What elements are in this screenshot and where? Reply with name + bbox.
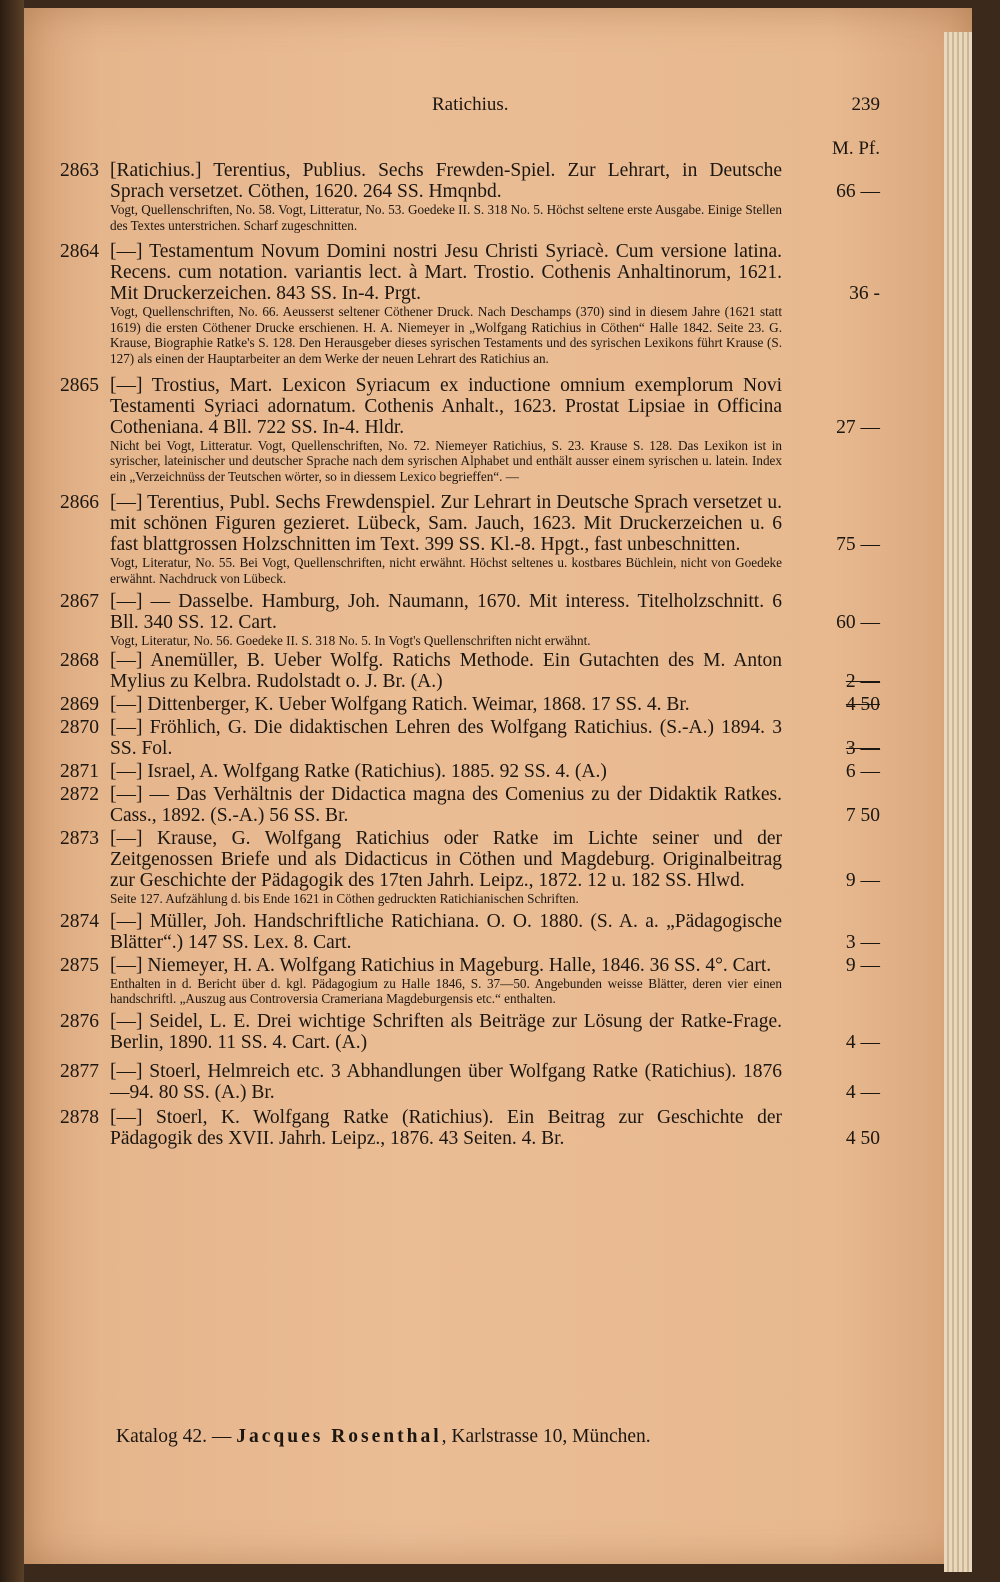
entry-note: Vogt, Quellenschriften, No. 66. Aeusserst seltener Cöthener Druck. Nach Deschamps (370) sind in diesem Jahre (1621 statt 1619) die ersten Cöthener Drucke erschienen. H. A. Niemeyer in „Wolfgang Ratichius in Cöthen“ Halle 1842. Seite 23. G. Krause, Biographie Ratke's S. 128. Den Herausgeber dieses syrischen Testaments und des syrischen Lexikons führt Krause (S. 127) als einen der Hauptarbeiter an dem Werke der neuen Lehrart des Ratichius an. — [110, 304, 782, 366]
catalog-entry — [60, 591, 880, 649]
entry-description: [—] — Dasselbe. Hamburg, Joh. Naumann, 1670. Mit interess. Titelholzschnitt. 6 Bll. 340 SS. 12. Cart. — [110, 590, 782, 633]
catalog-entry — [60, 784, 880, 826]
entry-price: 60 — — [836, 611, 880, 633]
entry-description: [—] — Das Verhältnis der Didactica magna des Comenius zu der Didaktik Ratkes. Cass., 1892. (S.-A.) 56 SS. Br. — [110, 784, 782, 827]
entry-price: 7 50 — [845, 805, 880, 827]
entry-number: 2866 — [60, 492, 99, 514]
entry-price: 27 — — [836, 416, 880, 438]
book-spine — [0, 0, 24, 1582]
entry-number: 2864 — [60, 241, 99, 263]
page-edges — [944, 32, 972, 1572]
catalog-entry — [60, 1061, 880, 1103]
entry-number: 2873 — [60, 828, 99, 850]
entry-note: Vogt, Literatur, No. 56. Goedeke II. S. 318 No. 5. In Vogt's Quellenschriften nicht erwähnt. — [110, 632, 591, 648]
entry-price: 4 50 — [845, 694, 880, 716]
entry-note: Nicht bei Vogt, Litteratur. Vogt, Quellenschriften, No. 72. Niemeyer Ratichius, S. 23. Krause S. 128. Das Lexikon ist in syrischer, lateinischer und deutscher Sprache nach dem syrischen Alphabet und enthält ausser einem syrischen u. latein. Index ein „Verzeichnüss der Teutschen wörter, so in diessem Lexico begrieffen“. — — [110, 437, 782, 484]
entry-description: [—] Terentius, Publ. Sechs Frewdenspiel. Zur Lehrart in Deutsche Sprach versetzet u. mit schönen Figuren gezieret. Lübeck, Sam. Jauch, 1623. Mit Druckerzeichen u. 6 fast blattgrossen Holzschnitten im Text. 399 SS. Kl.-8. Hpgt., fast unbeschnitten. — [110, 492, 782, 556]
catalog-entry — [60, 375, 880, 485]
entry-body — [110, 1107, 782, 1149]
entry-body — [110, 1061, 782, 1103]
entry-price: 6 — — [845, 761, 880, 783]
entry-note: Vogt, Literatur, No. 55. Bei Vogt, Quellenschriften, nicht erwähnt. Höchst seltenes u. kostbares Büchlein, nicht von Goedeke erwähnt. Nachdruck von Lübeck. — [110, 555, 782, 586]
catalog-entry — [60, 1107, 880, 1149]
catalog-entry — [60, 828, 880, 907]
entry-price: 75 — — [836, 534, 880, 556]
entry-body — [110, 1011, 782, 1053]
entry-number: 2876 — [60, 1010, 99, 1032]
catalog-entry — [60, 650, 880, 692]
entry-number: 2878 — [60, 1106, 99, 1128]
footer-publisher: Jacques Rosenthal — [236, 1426, 442, 1447]
entry-number: 2872 — [60, 784, 99, 806]
entry-note: Enthalten in d. Bericht über d. kgl. Pädagogium zu Halle 1846, S. 37—50. Angebunden weisse Blätter, deren vier einen handschriftl. „Auszug aus Controversia Crameriana Magdeburgensis etc.“ enthalten. — [110, 975, 782, 1007]
entry-price: 9 — — [845, 954, 880, 976]
entry-body — [110, 241, 782, 366]
entry-body — [110, 717, 782, 759]
entry-body — [110, 911, 782, 953]
entry-number: 2875 — [60, 954, 99, 976]
entry-price: 4 — — [845, 1031, 880, 1053]
entry-price: 3 — — [845, 931, 880, 953]
entry-body — [110, 650, 782, 692]
footer-prefix: Katalog 42. — — [116, 1426, 232, 1447]
entry-description: [Ratichius.] Terentius, Publius. Sechs Frewden-Spiel. Zur Lehrart, in Deutsche Sprach versetzet. Cöthen, 1620. 264 SS. Hmqnbd. — [110, 160, 782, 202]
entry-body — [110, 761, 782, 782]
entry-number: 2870 — [60, 717, 99, 739]
entry-description: [—] Stoerl, K. Wolfgang Ratke (Ratichius). Ein Beitrag zur Geschichte der Pädagogik des XVII. Jahrh. Leipz., 1876. 43 Seiten. 4. Br. — [110, 1106, 782, 1149]
entry-description: [—] Seidel, L. E. Drei wichtige Schriften als Beiträge zur Lösung der Ratke-Frage. Berlin, 1890. 11 SS. 4. Cart. (A.) — [110, 1010, 782, 1053]
entry-description: [—] Testamentum Novum Domini nostri Jesu Christi Syriacè. Cum versione latina. Recens. cum notation. variantis lect. à Mart. Trostio. Cothenis Anhaltinorum, 1621. Mit Druckerzeichen. 843 SS. In-4. Prgt. — [110, 241, 782, 305]
entry-number: 2877 — [60, 1060, 99, 1082]
entry-number: 2867 — [60, 590, 99, 612]
entry-body — [110, 694, 782, 715]
entry-body — [110, 828, 782, 907]
entry-price: 4 50 — [845, 1127, 880, 1149]
entry-number: 2868 — [60, 650, 99, 672]
catalog-entries — [60, 158, 880, 1149]
catalog-entry — [60, 694, 880, 715]
entry-description: [—] Fröhlich, G. Die didaktischen Lehren des Wolfgang Ratichius. (S.-A.) 1894. 3 SS. Fol. — [110, 717, 782, 760]
catalog-entry — [60, 955, 880, 1007]
page-title: Ratichius. — [432, 94, 509, 115]
catalog-entry — [60, 761, 880, 782]
entry-description: [—] Stoerl, Helmreich etc. 3 Abhandlungen über Wolfgang Ratke (Ratichius). 1876—94. 80 SS. (A.) Br. — [110, 1060, 782, 1103]
entry-price: 9 — — [845, 870, 880, 892]
entry-body — [110, 784, 782, 826]
running-head — [60, 94, 880, 124]
entry-note: Vogt, Quellenschriften, No. 58. Vogt, Litteratur, No. 53. Goedeke II. S. 318 No. 5. Höchst seltene erste Ausgabe. Einige Stellen des Textes unterstrichen. Scharf zugeschnitten. — [110, 202, 782, 233]
entry-body — [110, 375, 782, 485]
entry-description: [—] Trostius, Mart. Lexicon Syriacum ex inductione omnium exemplorum Novi Testamenti Syriaci adornatum. Cothenis Anhalt., 1623. Prostat Lipsiae in Officina Cotheniana. 4 Bll. 722 SS. In-4. Hldr. — [110, 374, 782, 438]
entry-description: [—] Müller, Joh. Handschriftliche Ratichiana. O. O. 1880. (S. A. a. „Pädagogische Blätter“.) 147 SS. Lex. 8. Cart. — [110, 910, 782, 953]
page-footer — [116, 1426, 651, 1448]
entry-number: 2869 — [60, 694, 99, 716]
entry-number: 2871 — [60, 761, 99, 783]
entry-description: [—] Niemeyer, H. A. Wolfgang Ratichius in Mageburg. Halle, 1846. 36 SS. 4°. Cart. — [110, 954, 772, 976]
entry-description: [—] Anemüller, B. Ueber Wolfg. Ratichs Methode. Ein Gutachten des M. Anton Mylius zu Kelbra. Rudolstadt o. J. Br. (A.) — [110, 650, 782, 693]
entry-description: [—] Israel, A. Wolfgang Ratke (Ratichius). 1885. 92 SS. 4. (A.) — [110, 761, 607, 783]
price-column-header: M. Pf. — [831, 138, 880, 159]
entry-price: 3 — — [845, 738, 880, 760]
page-number: 239 — [851, 94, 880, 115]
entry-number: 2863 — [60, 160, 99, 181]
entry-price: 66 — — [836, 181, 880, 202]
footer-address: , Karlstrasse 10, München. — [441, 1426, 651, 1447]
entry-body — [110, 160, 782, 233]
catalog-entry — [60, 492, 880, 586]
entry-note: Seite 127. Aufzählung d. bis Ende 1621 in Cöthen gedruckten Ratichianischen Schriften. — [110, 891, 579, 907]
catalog-page — [24, 8, 972, 1564]
entry-description: [—] Dittenberger, K. Ueber Wolfgang Ratich. Weimar, 1868. 17 SS. 4. Br. — [110, 694, 690, 716]
entry-price: 36 - — [849, 283, 880, 305]
catalog-entry — [60, 241, 880, 366]
entry-body — [110, 591, 782, 649]
catalog-entry — [60, 160, 880, 233]
catalog-entry — [60, 1011, 880, 1053]
catalog-entry — [60, 717, 880, 759]
entry-body — [110, 955, 782, 1007]
catalog-entry — [60, 911, 880, 953]
entry-description: [—] Krause, G. Wolfgang Ratichius oder Ratke im Lichte seiner und der Zeitgenossen Briefe und als Didacticus in Cöthen und Magdeburg. Originalbeitrag zur Geschichte der Pädagogik des 17ten Jahrh. Leipz., 1872. 12 u. 182 SS. Hlwd. — [110, 828, 782, 892]
entry-price: 4 — — [845, 1081, 880, 1103]
entry-body — [110, 492, 782, 586]
entry-number: 2874 — [60, 910, 99, 932]
entry-number: 2865 — [60, 374, 99, 396]
entry-price: 2 — — [845, 671, 880, 693]
